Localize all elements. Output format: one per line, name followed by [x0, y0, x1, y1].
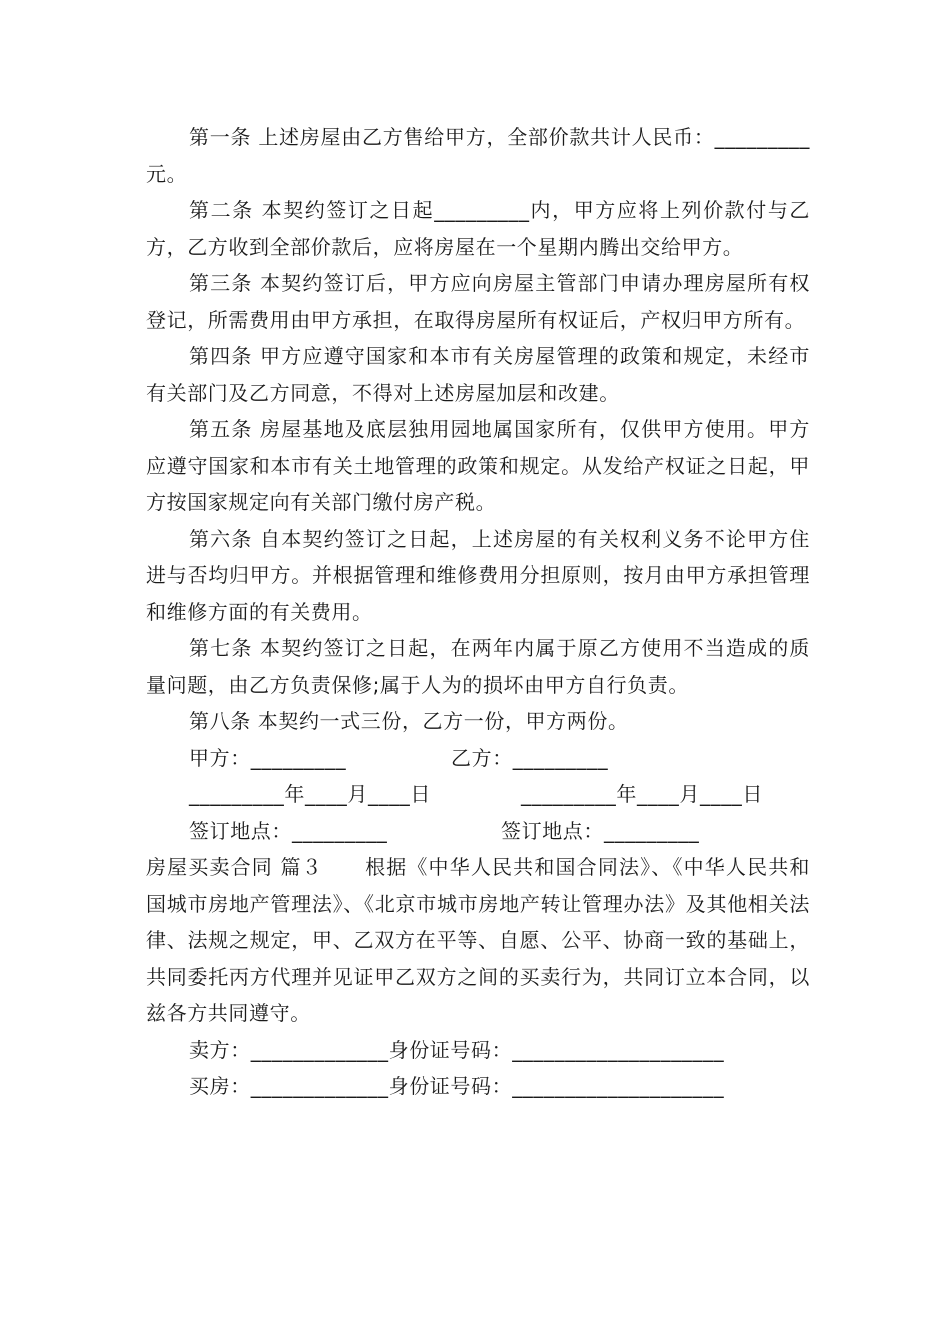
- date-a-field: _________年____月____日: [189, 782, 431, 806]
- document-body: [146, 119, 810, 1105]
- signature-dates-row: [146, 776, 810, 813]
- place-b-field: 签订地点：_________: [501, 818, 700, 843]
- party-a-field: 甲方：_________: [189, 745, 347, 770]
- article-4: 第四条 甲方应遵守国家和本市有关房屋管理的政策和规定，未经市有关部门及乙方同意，不得对上述房屋加层和改建。: [146, 344, 810, 405]
- signature-parties-row: [146, 740, 810, 777]
- article-8: 第八条 本契约一式三份，乙方一份，甲方两份。: [189, 709, 629, 733]
- place-a-field: 签订地点：_________: [189, 818, 388, 843]
- buyer-line: 买房：_____________身份证号码：____________________: [189, 1074, 725, 1098]
- article-3: 第三条 本契约签订后，甲方应向房屋主管部门申请办理房屋所有权登记，所需费用由甲方承担，在取得房屋所有权证后，产权归甲方所有。: [146, 271, 810, 332]
- article-1: 第一条 上述房屋由乙方售给甲方，全部价款共计人民币：_________元。: [146, 125, 810, 186]
- signature-places-row: [146, 813, 810, 850]
- date-b-field: _________年____月____日: [521, 782, 763, 806]
- seller-line: 卖方：_____________身份证号码：____________________: [189, 1037, 725, 1062]
- party-b-field: 乙方：_________: [451, 745, 609, 770]
- article-2: 第二条 本契约签订之日起_________内，甲方应将上列价款付与乙方，乙方收到全部价款后，应将房屋在一个星期内腾出交给甲方。: [146, 198, 810, 259]
- article-6: 第六条 自本契约签订之日起，上述房屋的有关权利义务不论甲方住进与否均归甲方。并根据管理和维修费用分担原则，按月由甲方承担管理和维修方面的有关费用。: [146, 526, 810, 624]
- article-7: 第七条 本契约签订之日起，在两年内属于原乙方使用不当造成的质量问题，由乙方负责保修;属于人为的损坏由甲方自行负责。: [146, 636, 810, 697]
- contract-3-intro: 房屋买卖合同 篇３ 根据《中华人民共和国合同法》、《中华人民共和国城市房地产管理法》、《北京市城市房地产转让管理办法》及其他相关法律、法规之规定，甲、乙双方在平等、自愿、公平、协商一致的基础上，共同委托丙方代理并见证甲乙双方之间的买卖行为，共同订立本合同，以兹各方共同遵守。: [146, 855, 810, 1025]
- article-5: 第五条 房屋基地及底层独用园地属国家所有，仅供甲方使用。甲方应遵守国家和本市有关土地管理的政策和规定。从发给产权证之日起，甲方按国家规定向有关部门缴付房产税。: [146, 417, 810, 514]
